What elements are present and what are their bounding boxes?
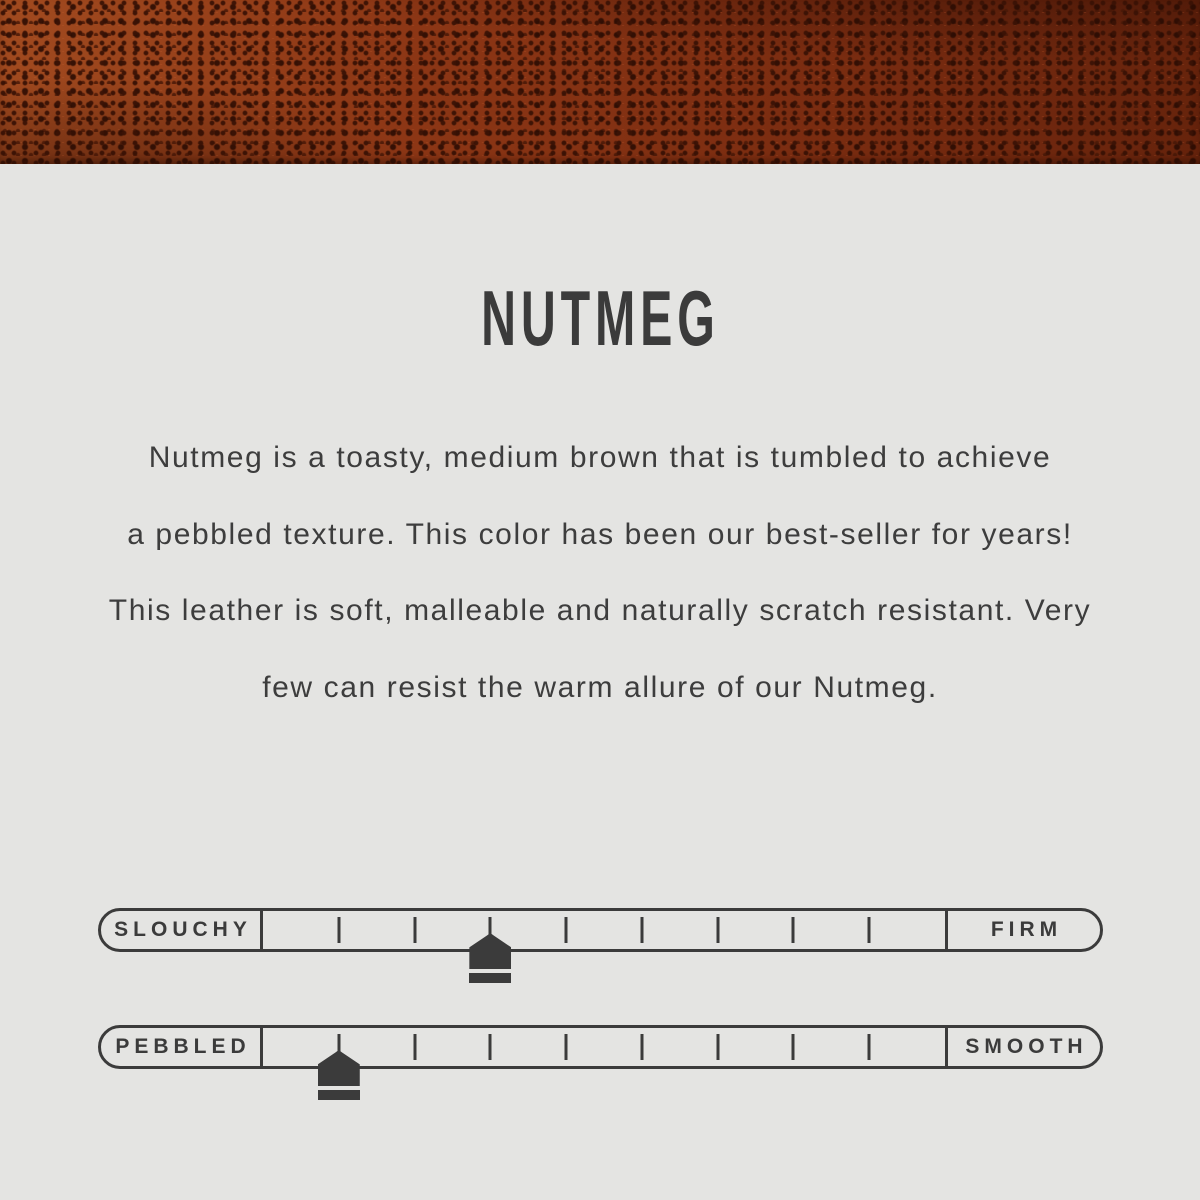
scale-tick: [640, 1034, 643, 1060]
scale-tick: [337, 917, 340, 943]
firmness-scale-track: [263, 911, 945, 949]
marker-pointer-icon: [318, 1050, 360, 1086]
description-line-3: This leather is soft, malleable and naturally scratch resistant. Very: [108, 594, 1092, 627]
scale-tick: [489, 1034, 492, 1060]
description-line-4: few can resist the warm allure of our Nutmeg.: [262, 670, 938, 704]
texture-scale-left-label: PEBBLED: [101, 1028, 263, 1066]
scale-tick: [565, 917, 568, 943]
texture-scale: [98, 1025, 1103, 1069]
texture-scale-marker: [318, 1050, 360, 1100]
scale-tick: [413, 917, 416, 943]
page-title-text: NUTMEG: [480, 274, 720, 362]
page-title: [0, 274, 1200, 362]
scale-tick: [640, 917, 643, 943]
firmness-scale-left-label: SLOUCHY: [101, 911, 263, 949]
scale-tick: [868, 917, 871, 943]
firmness-scale: [98, 908, 1103, 952]
marker-base: [318, 1090, 360, 1100]
description-line-2: a pebbled texture. This color has been our best-seller for years!: [127, 517, 1073, 551]
scale-tick: [792, 917, 795, 943]
marker-pointer-icon: [469, 933, 511, 969]
firmness-scale-marker: [469, 933, 511, 983]
marker-base: [469, 973, 511, 983]
texture-scale-track: [263, 1028, 945, 1066]
scale-tick: [413, 1034, 416, 1060]
scale-tick: [716, 917, 719, 943]
texture-scale-right-label: SMOOTH: [945, 1028, 1100, 1066]
scale-tick: [565, 1034, 568, 1060]
firmness-scale-right-label: FIRM: [945, 911, 1100, 949]
description-line-1: Nutmeg is a toasty, medium brown that is tumbled to achieve: [148, 441, 1052, 474]
scale-tick: [792, 1034, 795, 1060]
scale-tick: [868, 1034, 871, 1060]
product-description: [60, 420, 1140, 726]
scale-tick: [716, 1034, 719, 1060]
leather-texture-photo: [0, 0, 1200, 164]
